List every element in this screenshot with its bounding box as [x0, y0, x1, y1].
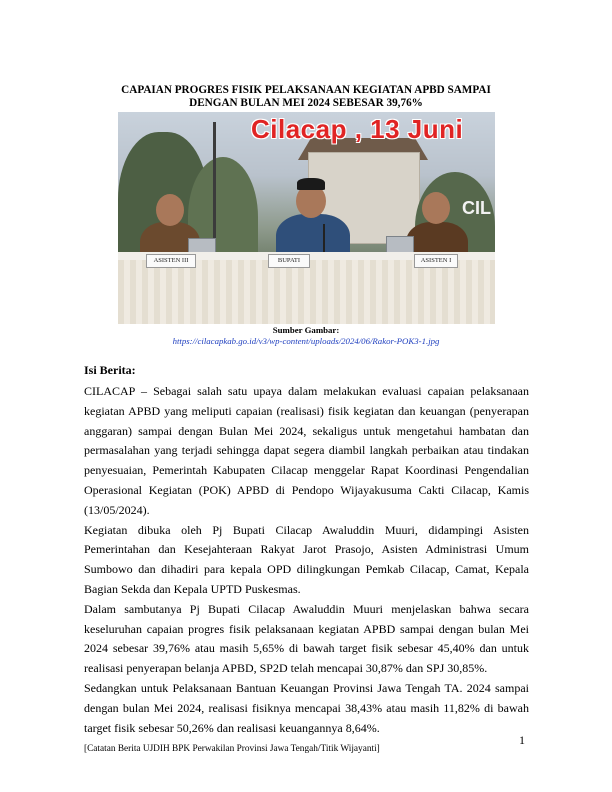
footer-note: [Catatan Berita UJDIH BPK Perwakilan Provinsi Jawa Tengah/Titik Wijayanti]: [84, 744, 380, 754]
document-title: [90, 84, 522, 110]
name-plate-left: ASISTEN III: [146, 254, 196, 268]
table-front: [118, 260, 495, 324]
title-line-1: CAPAIAN PROGRES FISIK PELAKSANAAN KEGIATAN APBD SAMPAI: [121, 84, 491, 96]
photo-overlay-text: Cilacap , 13 Juni: [251, 114, 464, 144]
paragraph-1: CILACAP – Sebagai salah satu upaya dalam melakukan evaluasi capaian pelaksanaan kegiatan APBD yang meliputi capaian (realisasi) fisik kegiatan dan keuangan (penyerapan anggaran) sampai dengan Bulan Mei 2024, sekaligus untuk mengetahui hambatan dan permasalahan yang terjadi sehingga dapat segera diambil langkah perbaikan atau tindakan penyesuaian, Pemerintah Kabupaten Cilacap menggelar Rapat Koordinasi Pengendalian Operasional Kegiatan (POK) APBD di Pendopo Wijayakusuma Cakti Cilacap, Kamis (13/05/2024).: [84, 384, 529, 517]
microphone-center: [323, 224, 325, 254]
paragraph-4: Sedangkan untuk Pelaksanaan Bantuan Keuangan Provinsi Jawa Tengah TA. 2024 sampai dengan bulan Mei 2024, realisasi fisiknya mencapai 38,43% atau masih 11,82% di bawah target fisik sebesar 50,26% dan realisasi keuangannya 8,64%.: [84, 680, 529, 735]
photo-lamp-pole: [213, 122, 216, 252]
article-body: [84, 382, 529, 738]
person-right-head: [422, 192, 450, 224]
paragraph-2: Kegiatan dibuka oleh Pj Bupati Cilacap Awaluddin Muuri, didampingi Asisten Pemerintahan dan Kesejahteraan Rakyat Jarot Prasojo, Asisten Administrasi Umum Sumbowo dan dihadiri para kepala OPD dilingkungan Pemkab Cilacap, Camat, Kepala Bagian Sekda dan Kepala UPTD Puskesmas.: [84, 522, 529, 596]
image-source-url[interactable]: https://cilacapkab.go.id/v3/wp-content/uploads/2024/06/Rakor-POK3-1.jpg: [172, 336, 440, 346]
paragraph-3: Dalam sambutanya Pj Bupati Cilacap Awaluddin Muuri menjelaskan bahwa secara keseluruhan capaian progres fisik pelaksanaan kegiatan APBD sampai dengan bulan Mei 2024 sebesar 39,76% atau masih 5,65% di bawah target fisik sebesar 45,40% dan untuk realisasi penyerapan belanja APBD, SP2D telah mencapai 30,87% dan SPJ 30,85%.: [84, 601, 529, 676]
news-photo: [118, 112, 495, 324]
person-center-cap: [297, 178, 325, 190]
title-line-2: DENGAN BULAN MEI 2024 SEBESAR 39,76%: [189, 97, 423, 109]
person-left-head: [156, 194, 184, 226]
image-source-label: Sumber Gambar:: [272, 325, 340, 335]
name-plate-center: BUPATI: [268, 254, 310, 268]
photo-side-text: CIL: [462, 198, 491, 218]
section-heading: Isi Berita:: [84, 363, 136, 377]
page-number: 1: [519, 733, 525, 747]
name-plate-right: ASISTEN I: [414, 254, 458, 268]
